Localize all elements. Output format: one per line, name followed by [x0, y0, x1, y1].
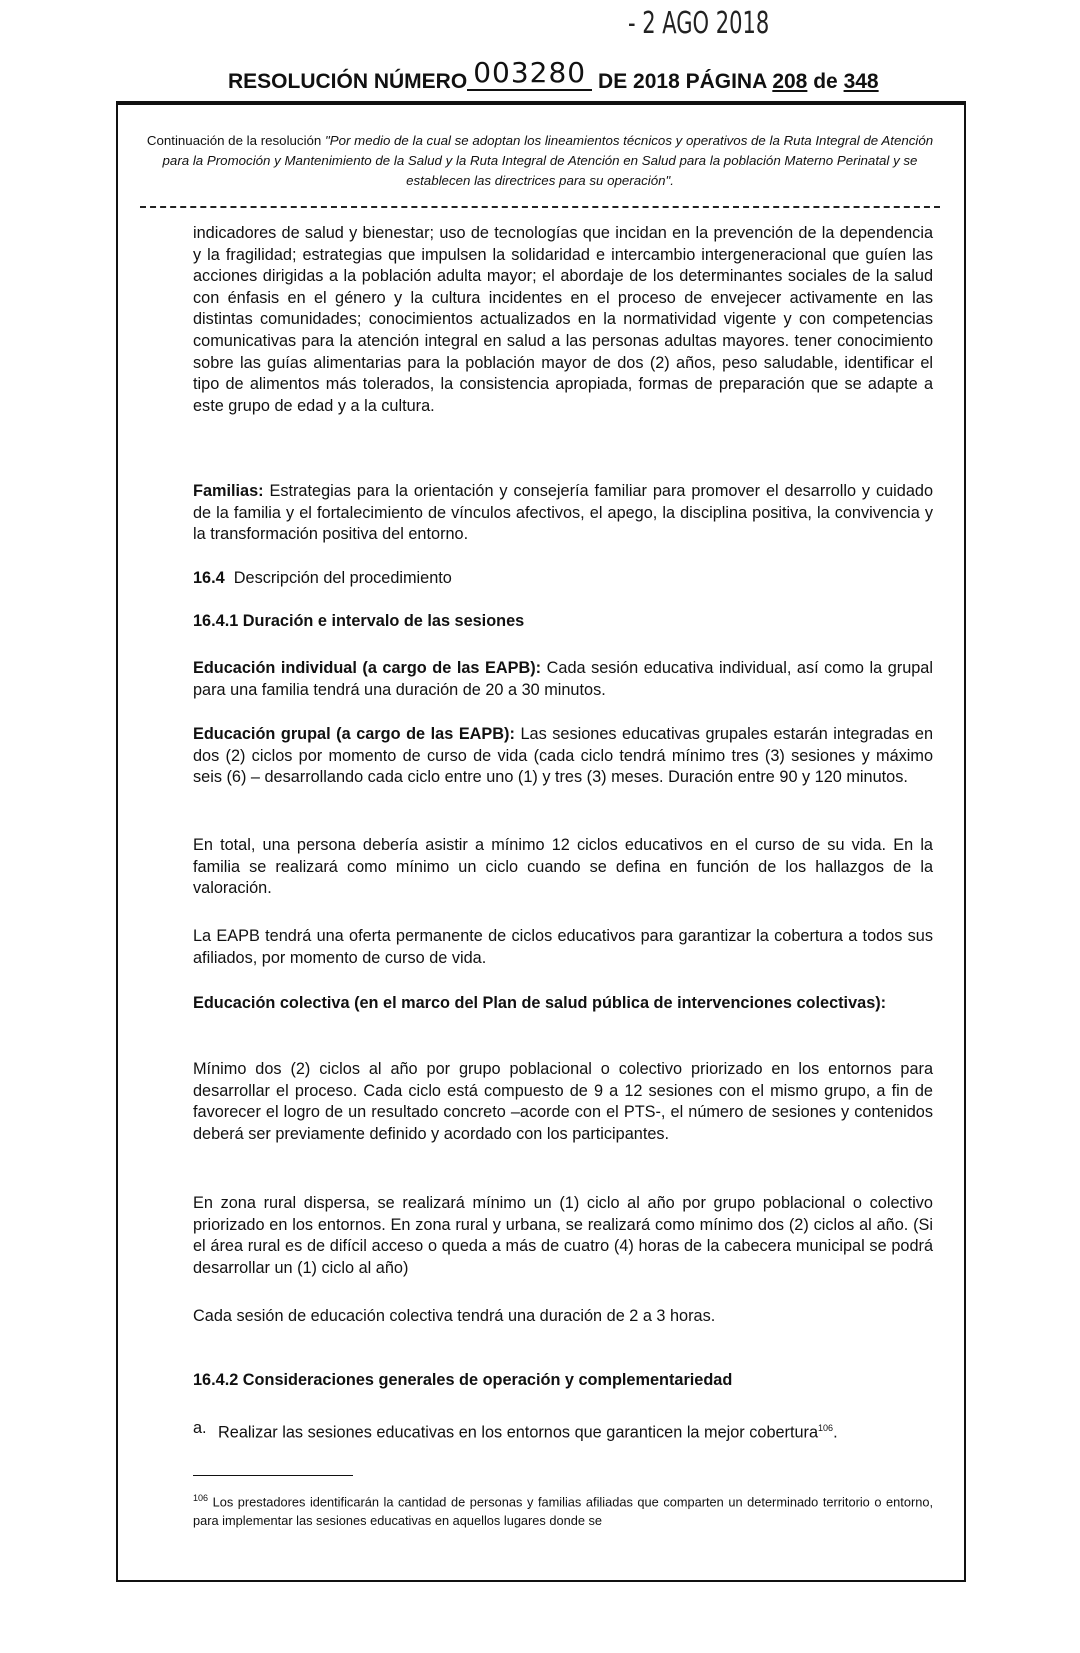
section-16-4-title: Descripción del procedimiento [233, 569, 452, 587]
individual-text: Cada sesión educativa individual, así como la grupal para una familia tendrá una duración de 20 a 30 minutos. [193, 659, 933, 699]
grupal-label: Educación grupal (a cargo de las EAPB): [193, 725, 515, 743]
paragraph-zona-rural: En zona rural dispersa, se realizará mínimo un (1) ciclo al año por grupo poblacional o colectivo priorizado en los entornos. En zona rural y urbana, se realizará como mínimo dos (2) ciclos al año. (Si el área rural es de difícil acceso o queda a más de cuatro (4) horas de la cabecera municipal se podrá desarrollar un (1) ciclo al año) [193, 1194, 933, 1277]
individual-label: Educación individual (a cargo de las EAPB): [193, 659, 542, 677]
section-16-4-2: 16.4.2 Consideraciones generales de operación y complementariedad [193, 1371, 733, 1389]
page-number: 208 [772, 70, 808, 93]
dashed-divider [140, 206, 940, 208]
footnote-number: 106 [193, 1493, 209, 1503]
continuation-lead: Continuación de la resolución [146, 133, 326, 148]
familias-text: Estrategias para la orientación y consejería familiar para promover el desarrollo y cuidado de la familia y el fortalecimiento de vínculos afectivos, el apego, la disciplina positiva, la convivencia y la transformación positiva del entorno. [193, 482, 933, 544]
heading-educacion-colectiva: Educación colectiva (en el marco del Plan de salud pública de intervenciones colectivas): [193, 994, 887, 1012]
list-item-a [193, 1418, 933, 1444]
paragraph-en-total: En total, una persona debería asistir a mínimo 12 ciclos educativos en el curso de su vida. En la familia se realizará como mínimo un ciclo cuando se defina en función de los hallazgos de la valoración. [193, 836, 933, 898]
list-item-end: . [833, 1423, 838, 1442]
grupal-text: Las sesiones educativas grupales estarán integradas en dos (2) ciclos por momento de curso de vida (cada ciclo tendrá mínimo tres (3) sesiones y máximo seis (6) – desarrollando cada ciclo entre uno (1) y tres (3) meses. Duración entre 90 y 120 minutos. [193, 725, 933, 787]
footnote-ref: 106 [818, 1423, 834, 1433]
continuation-note [140, 131, 940, 191]
list-item-text: Realizar las sesiones educativas en los entornos que garanticen la mejor cobertura [218, 1423, 819, 1442]
familias-label: Familias: [193, 482, 264, 500]
page-total: 348 [843, 70, 879, 93]
section-16-4 [193, 569, 452, 588]
resolution-label: RESOLUCIÓN NÚMERO [228, 70, 468, 93]
paragraph-indicadores: indicadores de salud y bienestar; uso de tecnologías que incidan en la prevención de la dependencia y la fragilidad; estrategias que impulsen la solidaridad e intercambio intergeneracional que guíen las acciones dirigidas a la población adulta mayor; el abordaje de los determinantes sociales de la salud con énfasis en el género y la cultura incidentes en el proceso de envejecer activamente en las distintas comunidades; conocimientos actualizados en la normatividad vigente y con competencias comunicativas para la atención integral en salud a las personas adultas mayores. tener conocimiento sobre las guías alimentarias para la población mayor de dos (2) años, peso saludable, identificar el tipo de alimentos más tolerados, la consistencia apropiada, formas de preparación que se adapte a este grupo de edad y a la cultura. [193, 224, 933, 415]
list-marker: a. [193, 1419, 207, 1437]
paragraph-eapb: La EAPB tendrá una oferta permanente de ciclos educativos para garantizar la cobertura a todos sus afiliados, por momento de curso de vida. [193, 927, 933, 967]
paragraph-educacion-individual [193, 658, 933, 701]
paragraph-cada-sesion: Cada sesión de educación colectiva tendrá una duración de 2 a 3 horas. [193, 1307, 716, 1325]
section-16-4-1: 16.4.1 Duración e intervalo de las sesiones [193, 612, 525, 630]
footnote-106 [193, 1489, 933, 1530]
paragraph-familias [193, 481, 933, 546]
page-of: de [813, 70, 838, 93]
footnote-divider [193, 1475, 353, 1476]
continuation-title: "Por medio de la cual se adoptan los lineamientos técnicos y operativos de la Ruta Integral de Atención para la Promoción y Mantenimiento de la Salud y la Ruta Integral de Atención en Salud para la población Materno Perinatal y se establecen las directrices para su operación". [162, 133, 934, 188]
paragraph-educacion-grupal [193, 724, 933, 789]
section-16-4-number: 16.4 [193, 569, 225, 587]
paragraph-minimo: Mínimo dos (2) ciclos al año por grupo poblacional o colectivo priorizado en los entornos para desarrollar el proceso. Cada ciclo está compuesto de 9 a 12 sesiones con el mismo grupo, a fin de favorecer el logro de un resultado concreto –acorde con el PTS-, el número de sesiones y contenidos deberá ser previamente definido y acordado con los participantes. [193, 1060, 933, 1143]
date-stamp: - 2 AGO 2018 [628, 6, 770, 41]
year-page-label: DE 2018 PÁGINA [598, 70, 767, 93]
resolution-number: 003280 [467, 56, 592, 91]
footnote-text: Los prestadores identificarán la cantidad de personas y familias afiliadas que comparten un determinado territorio o entorno, para implementar las sesiones educativas en aquellos lugares donde se [193, 1494, 933, 1529]
resolution-header [228, 56, 879, 97]
